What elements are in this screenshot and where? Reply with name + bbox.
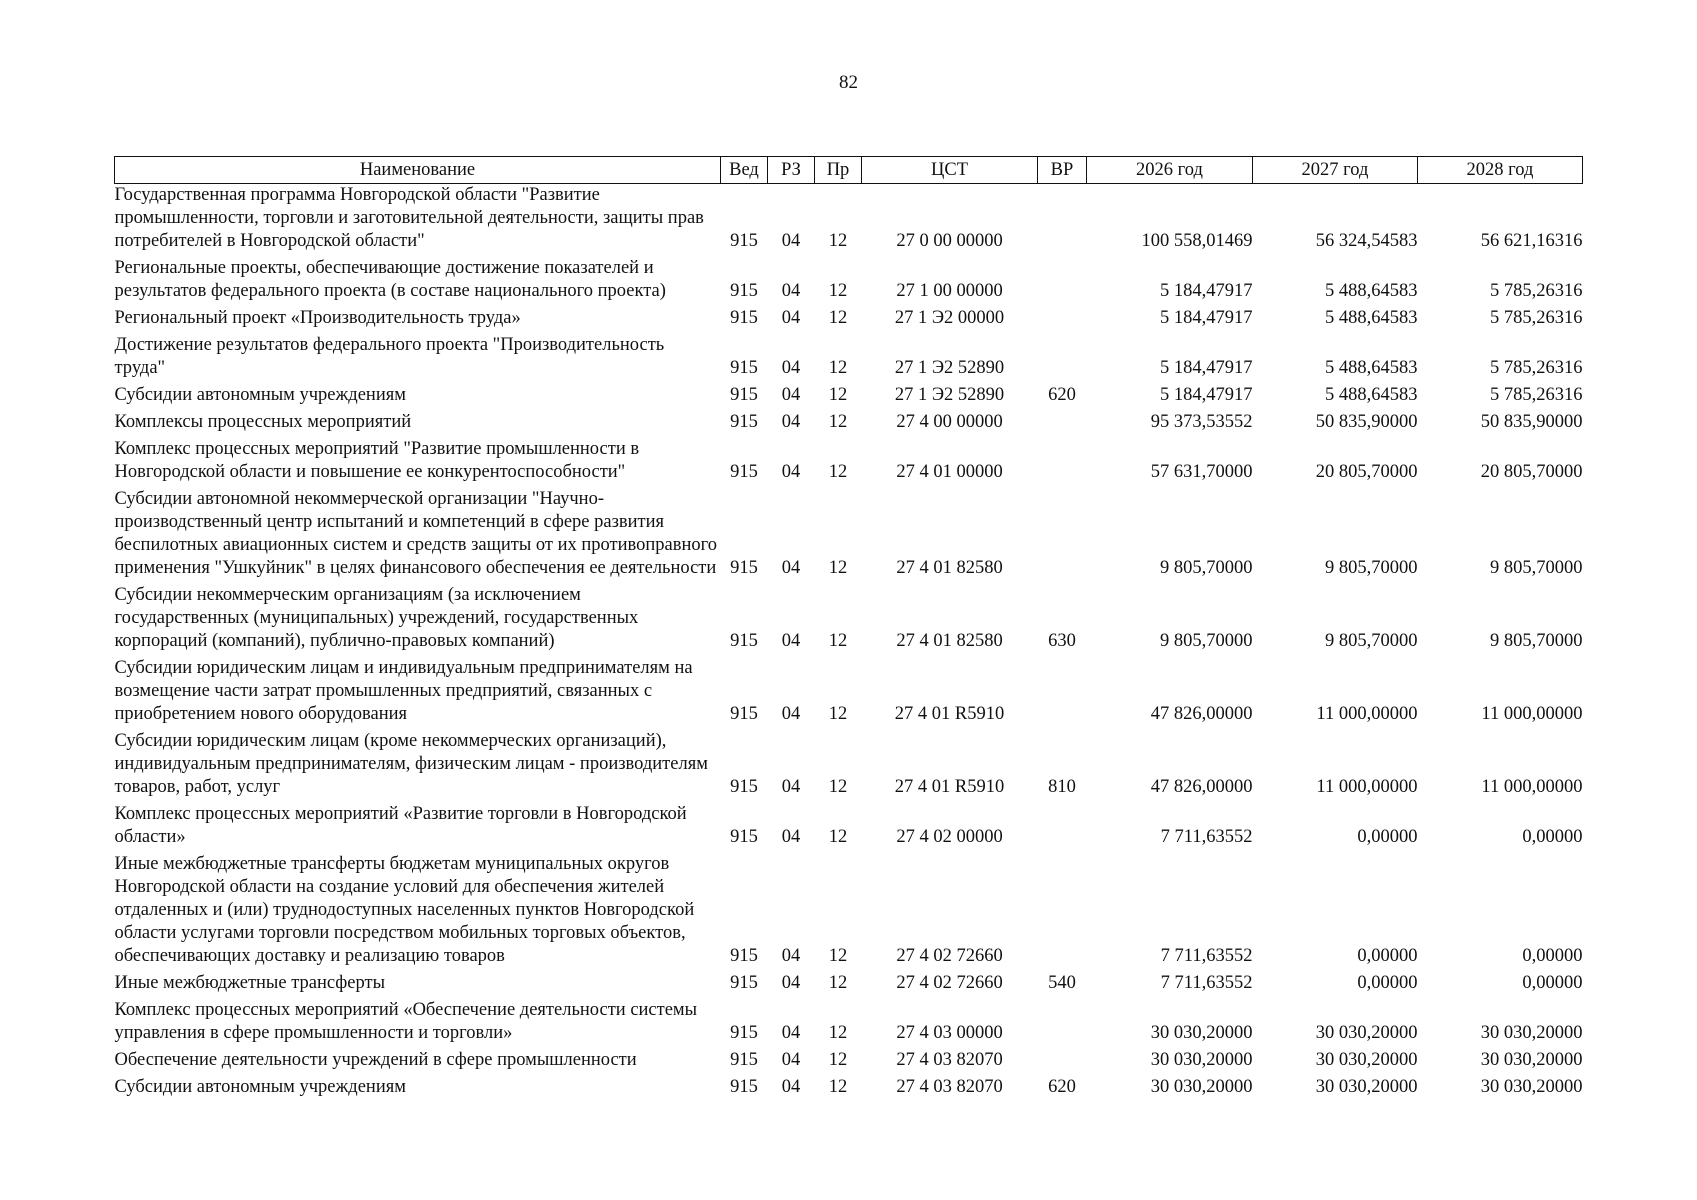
column-header-rz: РЗ [768, 157, 815, 184]
row-amount-2028: 50 835,90000 [1480, 412, 1583, 432]
row-name: Региональные проекты, обеспечивающие достижение показателей и результатов федерального проекта (в составе национального проекта) [114, 258, 666, 301]
row-amount-2028: 9 805,70000 [1490, 558, 1583, 578]
row-amount-2026: 95 373,53552 [1150, 412, 1253, 432]
row-amount-2026: 9 805,70000 [1160, 631, 1253, 651]
row-amount-2028: 56 621,16316 [1480, 231, 1583, 251]
row-vr: 620 [1048, 1077, 1076, 1097]
row-pr: 12 [828, 358, 848, 378]
row-ved: 915 [730, 631, 758, 651]
row-name: Субсидии юридическим лицам (кроме некоммерческих организаций), индивидуальным предпринимателям, физическим лицам - производителям товаров, работ, услуг [114, 731, 708, 797]
row-cst: 27 4 01 00000 [896, 462, 1003, 482]
row-amount-2028: 5 785,26316 [1490, 308, 1583, 328]
table-row [115, 799, 1583, 849]
row-amount-2028: 30 030,20000 [1480, 1077, 1583, 1097]
row-pr: 12 [828, 777, 848, 797]
row-cst: 27 4 01 R5910 [894, 777, 1005, 797]
row-amount-2027: 9 805,70000 [1325, 558, 1418, 578]
row-vr [1038, 995, 1087, 1045]
row-amount-2026: 7 711,63552 [1160, 827, 1253, 847]
table-row [115, 995, 1583, 1045]
row-amount-2028: 30 030,20000 [1480, 1023, 1583, 1043]
row-amount-2027: 30 030,20000 [1315, 1050, 1418, 1070]
row-cst: 27 4 03 82070 [896, 1077, 1003, 1097]
row-cst: 27 0 00 00000 [896, 231, 1003, 251]
row-ved: 915 [730, 358, 758, 378]
row-name: Иные межбюджетные трансферты бюджетам муниципальных округов Новгородской области на создание условий для обеспечения жителей отдаленных и (или) труднодоступных населенных пунктов Новгородской области услугами торговли посредством мобильных торговых объектов, обеспечивающих доставку и реализацию товаров [114, 854, 695, 966]
row-amount-2026: 47 826,00000 [1150, 777, 1253, 797]
row-amount-2026: 7 711,63552 [1160, 973, 1253, 993]
row-vr: 620 [1048, 385, 1076, 405]
row-ved: 915 [730, 704, 758, 724]
row-cst: 27 4 03 82070 [896, 1050, 1003, 1070]
row-name: Обеспечение деятельности учреждений в сфере промышленности [114, 1050, 637, 1070]
row-cst: 27 4 02 00000 [896, 827, 1003, 847]
row-ved: 915 [730, 1023, 758, 1043]
row-cst: 27 4 01 82580 [896, 631, 1003, 651]
row-amount-2028: 11 000,00000 [1481, 777, 1583, 797]
row-vr [1038, 484, 1087, 580]
table-row [115, 380, 1583, 407]
table-row [115, 407, 1583, 434]
row-rz: 04 [781, 308, 801, 328]
row-name: Комплекс процессных мероприятий «Обеспечение деятельности системы управления в сфере промышленности и торговли» [114, 1000, 698, 1043]
row-amount-2028: 5 785,26316 [1490, 281, 1583, 301]
table-row [115, 726, 1583, 799]
row-amount-2027: 0,00000 [1357, 827, 1418, 847]
row-ved: 915 [730, 1077, 758, 1097]
row-name: Комплекс процессных мероприятий "Развитие промышленности в Новгородской области и повышение ее конкурентоспособности" [114, 439, 640, 482]
row-vr [1038, 849, 1087, 968]
row-name: Комплексы процессных мероприятий [114, 412, 412, 432]
row-name: Субсидии автономным учреждениям [114, 1077, 406, 1097]
table-row [115, 434, 1583, 484]
row-ved: 915 [730, 827, 758, 847]
row-rz: 04 [781, 704, 801, 724]
row-vr [1038, 407, 1087, 434]
row-pr: 12 [828, 308, 848, 328]
row-amount-2026: 30 030,20000 [1150, 1023, 1253, 1043]
row-rz: 04 [781, 946, 801, 966]
row-vr [1038, 1045, 1087, 1072]
row-amount-2026: 7 711,63552 [1160, 946, 1253, 966]
column-header-vr: ВР [1038, 157, 1087, 184]
table-row [115, 330, 1583, 380]
row-cst: 27 4 02 72660 [896, 973, 1003, 993]
row-vr [1038, 303, 1087, 330]
row-rz: 04 [781, 231, 801, 251]
table-row [115, 1072, 1583, 1099]
row-rz: 04 [781, 385, 801, 405]
row-amount-2027: 5 488,64583 [1325, 358, 1418, 378]
row-amount-2026: 9 805,70000 [1160, 558, 1253, 578]
table-row [115, 849, 1583, 968]
row-name: Комплекс процессных мероприятий «Развитие торговли в Новгородской области» [114, 804, 687, 847]
column-header-ved: Вед [721, 157, 768, 184]
column-header-cst: ЦСТ [862, 157, 1038, 184]
row-vr [1038, 653, 1087, 726]
row-pr: 12 [828, 412, 848, 432]
row-ved: 915 [730, 412, 758, 432]
row-rz: 04 [781, 1023, 801, 1043]
table-body [115, 184, 1583, 1100]
row-pr: 12 [828, 1050, 848, 1070]
row-pr: 12 [828, 946, 848, 966]
row-name: Субсидии некоммерческим организациям (за исключением государственных (муниципальных) учреждений, государственных корпораций (компаний), публично-правовых компаний) [114, 585, 639, 651]
row-vr [1038, 184, 1087, 254]
row-vr: 630 [1048, 631, 1076, 651]
row-rz: 04 [781, 1050, 801, 1070]
row-amount-2028: 5 785,26316 [1490, 385, 1583, 405]
row-name: Субсидии юридическим лицам и индивидуальным предпринимателям на возмещение части затрат промышленных предприятий, связанных с приобретением нового оборудования [114, 658, 693, 724]
row-amount-2028: 30 030,20000 [1480, 1050, 1583, 1070]
row-pr: 12 [828, 281, 848, 301]
row-cst: 27 1 Э2 52890 [894, 385, 1005, 405]
row-ved: 915 [730, 777, 758, 797]
row-rz: 04 [781, 558, 801, 578]
row-amount-2026: 47 826,00000 [1150, 704, 1253, 724]
row-ved: 915 [730, 946, 758, 966]
row-rz: 04 [781, 1077, 801, 1097]
page-number: 82 [839, 72, 858, 93]
column-header-name: Наименование [115, 157, 721, 184]
table-row [115, 968, 1583, 995]
row-ved: 915 [730, 308, 758, 328]
row-rz: 04 [781, 412, 801, 432]
row-cst: 27 4 01 R5910 [894, 704, 1005, 724]
row-vr [1038, 253, 1087, 303]
row-vr: 810 [1048, 777, 1076, 797]
row-name: Государственная программа Новгородской области "Развитие промышленности, торговли и заготовительной деятельности, защиты прав потребителей в Новгородской области" [114, 185, 704, 251]
row-ved: 915 [730, 385, 758, 405]
row-cst: 27 4 03 00000 [896, 1023, 1003, 1043]
row-name: Субсидии автономным учреждениям [114, 385, 406, 405]
row-amount-2027: 5 488,64583 [1325, 308, 1418, 328]
row-amount-2026: 100 558,01469 [1141, 231, 1253, 251]
row-amount-2027: 5 488,64583 [1325, 385, 1418, 405]
row-cst: 27 4 02 72660 [896, 946, 1003, 966]
row-amount-2028: 0,00000 [1522, 827, 1583, 847]
row-ved: 915 [730, 231, 758, 251]
row-pr: 12 [828, 631, 848, 651]
column-header-pr: Пр [815, 157, 862, 184]
row-pr: 12 [828, 704, 848, 724]
row-amount-2027: 30 030,20000 [1315, 1077, 1418, 1097]
row-pr: 12 [828, 827, 848, 847]
column-header-2027: 2027 год [1253, 157, 1418, 184]
budget-table [114, 156, 1583, 1099]
row-amount-2027: 11 000,00000 [1316, 777, 1418, 797]
row-name: Региональный проект «Производительность труда» [114, 308, 521, 328]
row-pr: 12 [828, 1023, 848, 1043]
row-amount-2026: 5 184,47917 [1160, 281, 1253, 301]
row-pr: 12 [828, 1077, 848, 1097]
row-vr [1038, 434, 1087, 484]
row-rz: 04 [781, 827, 801, 847]
row-amount-2026: 5 184,47917 [1160, 385, 1253, 405]
column-header-2026: 2026 год [1087, 157, 1253, 184]
row-amount-2028: 20 805,70000 [1480, 462, 1583, 482]
row-vr [1038, 330, 1087, 380]
row-amount-2027: 5 488,64583 [1325, 281, 1418, 301]
table-row [115, 184, 1583, 254]
row-amount-2027: 0,00000 [1357, 973, 1418, 993]
row-cst: 27 1 Э2 00000 [894, 308, 1005, 328]
row-cst: 27 4 01 82580 [896, 558, 1003, 578]
row-amount-2028: 11 000,00000 [1481, 704, 1583, 724]
row-amount-2027: 11 000,00000 [1316, 704, 1418, 724]
row-amount-2027: 56 324,54583 [1315, 231, 1418, 251]
row-amount-2028: 0,00000 [1522, 973, 1583, 993]
row-amount-2026: 5 184,47917 [1160, 308, 1253, 328]
row-cst: 27 1 00 00000 [896, 281, 1003, 301]
row-rz: 04 [781, 358, 801, 378]
row-cst: 27 4 00 00000 [896, 412, 1003, 432]
row-name: Субсидии автономной некоммерческой организации "Научно-производственный центр испытаний и компетенций в сфере развития беспилотных авиационных систем и средств защиты от их противоправного применения "Ушкуйник" в целях финансового обеспечения ее деятельности [114, 489, 717, 578]
row-name: Иные межбюджетные трансферты [114, 973, 386, 993]
row-amount-2026: 57 631,70000 [1150, 462, 1253, 482]
table-row [115, 303, 1583, 330]
row-amount-2027: 0,00000 [1357, 946, 1418, 966]
row-amount-2027: 20 805,70000 [1315, 462, 1418, 482]
table-row [115, 1045, 1583, 1072]
row-amount-2026: 30 030,20000 [1150, 1050, 1253, 1070]
row-amount-2028: 9 805,70000 [1490, 631, 1583, 651]
row-ved: 915 [730, 973, 758, 993]
row-pr: 12 [828, 462, 848, 482]
table-row [115, 580, 1583, 653]
row-name: Достижение результатов федерального проекта "Производительность труда" [114, 335, 665, 378]
row-amount-2026: 5 184,47917 [1160, 358, 1253, 378]
row-amount-2027: 50 835,90000 [1315, 412, 1418, 432]
row-amount-2027: 9 805,70000 [1325, 631, 1418, 651]
table-row [115, 653, 1583, 726]
row-amount-2027: 30 030,20000 [1315, 1023, 1418, 1043]
row-amount-2028: 0,00000 [1522, 946, 1583, 966]
table-header-row [115, 157, 1583, 184]
row-pr: 12 [828, 385, 848, 405]
row-ved: 915 [730, 558, 758, 578]
row-rz: 04 [781, 777, 801, 797]
table-row [115, 253, 1583, 303]
row-rz: 04 [781, 631, 801, 651]
row-ved: 915 [730, 1050, 758, 1070]
row-vr: 540 [1048, 973, 1076, 993]
row-ved: 915 [730, 281, 758, 301]
row-ved: 915 [730, 462, 758, 482]
row-amount-2028: 5 785,26316 [1490, 358, 1583, 378]
row-rz: 04 [781, 281, 801, 301]
row-vr [1038, 799, 1087, 849]
row-pr: 12 [828, 231, 848, 251]
row-amount-2026: 30 030,20000 [1150, 1077, 1253, 1097]
table-row [115, 484, 1583, 580]
row-cst: 27 1 Э2 52890 [894, 358, 1005, 378]
column-header-2028: 2028 год [1418, 157, 1583, 184]
row-pr: 12 [828, 973, 848, 993]
row-rz: 04 [781, 973, 801, 993]
row-pr: 12 [828, 558, 848, 578]
row-rz: 04 [781, 462, 801, 482]
